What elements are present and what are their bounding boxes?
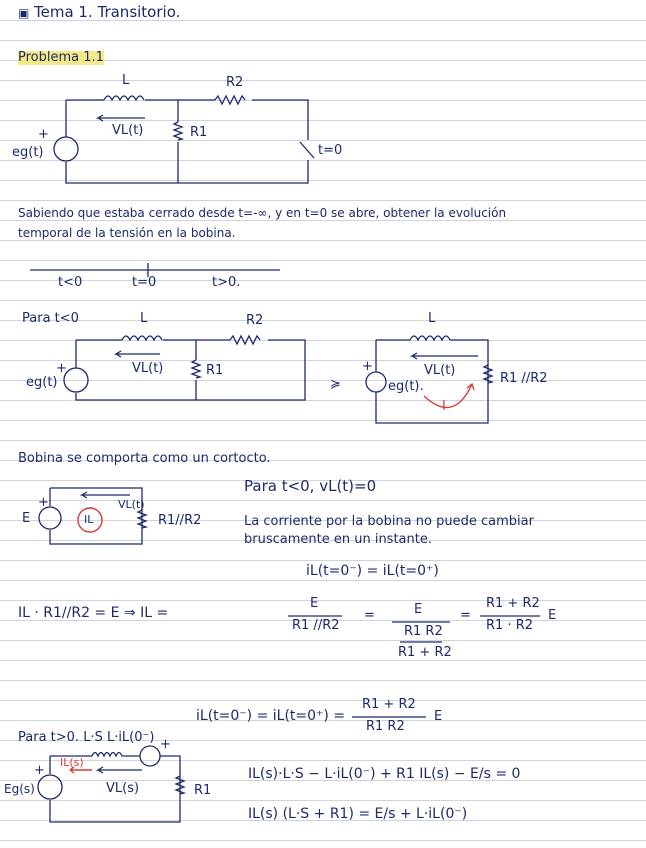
c2-source-label: eg(t): [26, 375, 58, 390]
c4-il-label: IL: [84, 513, 94, 526]
fraction-3-denominator: R1 · R2: [486, 618, 534, 633]
c1-r2-label: R2: [226, 75, 244, 90]
statement-line-1: Sabiendo que estaba cerrado desde t=-∞, y en t=0 se abre, obtener la evolución: [18, 206, 507, 220]
laplace-equation-1: IL(s)·L·S − L·iL(0⁻) + R1 IL(s) − E/s = 0: [248, 766, 521, 782]
c2-r2-label: R2: [246, 313, 264, 328]
c1-vl-label: VL(t): [112, 123, 144, 138]
short-circuit-note: Bobina se comporta como un cortocto.: [18, 451, 271, 466]
notebook-icon: ▣: [18, 6, 30, 20]
result-denominator: R1 R2: [366, 719, 405, 734]
c5-il-label: IL(s): [60, 756, 84, 769]
current-equation-lhs: IL · R1//R2 = E ⇒ IL =: [18, 605, 169, 621]
c1-switch-label: t=0: [318, 143, 343, 158]
c2-r1-label: R1: [206, 363, 224, 378]
c1-r1-label: R1: [190, 125, 208, 140]
c5-vl-label: VL(s): [106, 781, 140, 796]
c3-plus-sign: +: [362, 359, 373, 374]
c4-vl-label: VL(t): [118, 498, 145, 511]
fraction-2-denominator: R1 + R2: [398, 645, 452, 660]
timeline-after: t>0.: [212, 275, 241, 290]
c4-source-label: E: [22, 511, 31, 526]
c1-inductor-label: L: [122, 73, 130, 88]
fraction-1-denominator: R1 //R2: [292, 618, 340, 633]
timeline-before: t<0: [58, 275, 83, 290]
c5-plus-sign: +: [34, 763, 45, 778]
initial-current-result-lhs: iL(t=0⁻) = iL(t=0⁺) =: [196, 708, 346, 724]
fraction-3-tail: E: [548, 608, 557, 623]
current-note-line-1: La corriente por la bobina no puede cambiar: [244, 514, 534, 529]
c1-source-label: eg(t): [12, 145, 44, 160]
result-tail: E: [434, 709, 443, 724]
c1-plus-sign: +: [38, 127, 49, 142]
c3-inductor-label: L: [428, 311, 436, 326]
section-t-negative-title: Para t<0: [22, 311, 79, 326]
c2-plus-sign: +: [56, 361, 67, 376]
c5-source-label: Eg(s): [4, 782, 35, 796]
c2-inductor-label: L: [140, 311, 148, 326]
fraction-1-numerator: E: [310, 596, 319, 611]
current-note-line-2: bruscamente en un instante.: [244, 532, 432, 547]
page-title: Tema 1. Transitorio.: [34, 3, 181, 21]
laplace-equation-2: IL(s) (L·S + R1) = E/s + L·iL(0⁻): [248, 806, 468, 822]
c3-current-label: I: [442, 399, 446, 414]
equivalent-symbol: ≽: [330, 377, 341, 392]
timeline-zero: t=0: [132, 275, 157, 290]
equals-2: =: [460, 608, 471, 623]
c5-resistor-label: R1: [194, 783, 212, 798]
fraction-3-numerator: R1 + R2: [486, 596, 540, 611]
c2-vl-label: VL(t): [132, 361, 164, 376]
c3-vl-label: VL(t): [424, 363, 456, 378]
continuity-equation: iL(t=0⁻) = iL(t=0⁺): [306, 563, 439, 579]
c4-plus-sign: +: [38, 495, 49, 510]
statement-line-2: temporal de la tensión en la bobina.: [18, 226, 236, 240]
c5-plus-sign-2: +: [160, 737, 171, 752]
c3-source-label: eg(t).: [388, 379, 424, 394]
c4-resistor-label: R1//R2: [158, 513, 202, 528]
c3-resistor-label: R1 //R2: [500, 371, 548, 386]
eq-t-negative: Para t<0, vL(t)=0: [244, 477, 377, 495]
equals-1: =: [364, 608, 375, 623]
result-numerator: R1 + R2: [362, 697, 416, 712]
section-t-positive-title: Para t>0. L·S L·iL(0⁻): [18, 730, 155, 745]
problem-label: Problema 1.1: [18, 50, 104, 65]
fraction-2-middle: R1 R2: [404, 624, 443, 639]
fraction-2-numerator: E: [414, 602, 423, 617]
